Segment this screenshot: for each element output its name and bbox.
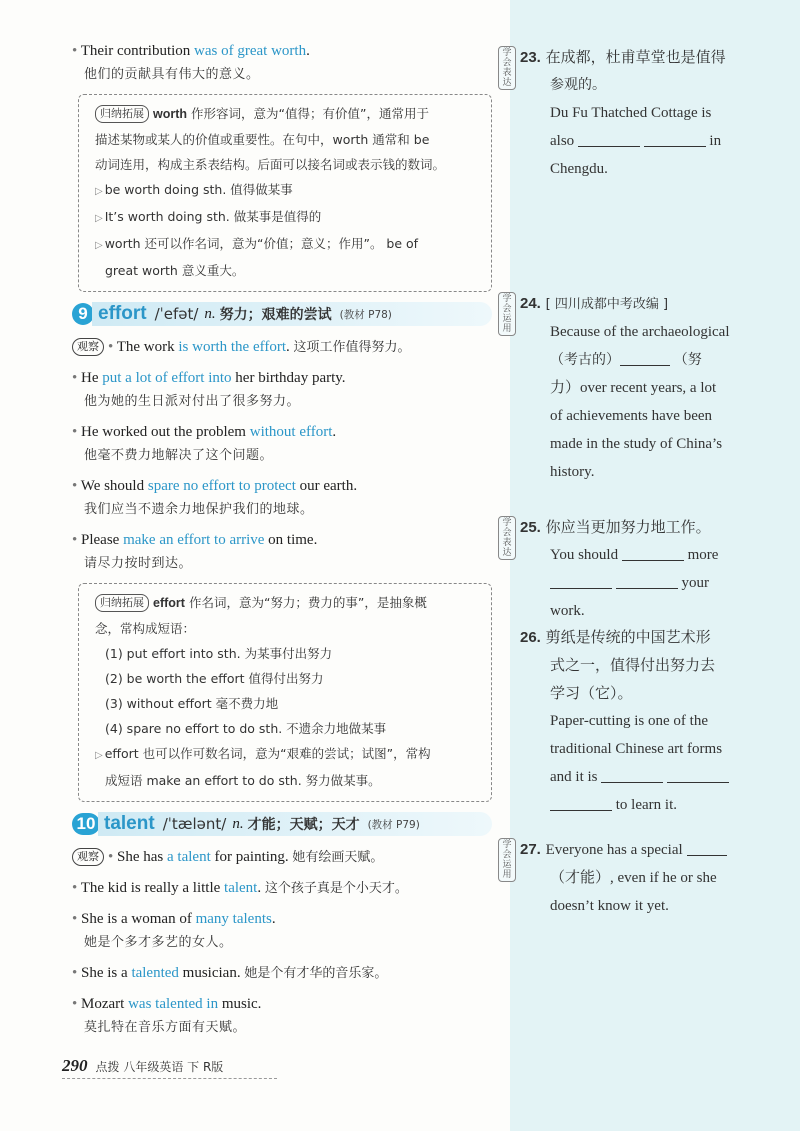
headword: effort (98, 303, 147, 324)
answer-blank[interactable] (687, 842, 727, 856)
effort-example-2: • He put a lot of effort into her birthday party. (72, 370, 346, 386)
question-26: 26. 剪纸是传统的中国艺术形 式之一，值得付出努力去 学习（它）。 Paper-cutting is one of the traditional Chinese art forms and it is to learn it. (520, 624, 790, 819)
word-number: 10 (72, 813, 100, 835)
effort-example-1: 观察 • The work is worth the effort. 这项工作值得努力。 (72, 336, 492, 359)
triangle-icon: ▷ (95, 186, 103, 197)
expansion-tag: 归纳拓展 (95, 594, 149, 612)
footer-divider (62, 1078, 277, 1079)
answer-blank[interactable] (620, 352, 670, 366)
learn-express-icon: 学会表达 (498, 516, 516, 560)
vocabulary-column: • Their contribution was of great worth. 他们的贡献具有伟大的意义。 归纳拓展 worth 作形容词，意为“值得；有价值”，通常用于 描述某物或某人的价值或重要性。在句中，worth 通常和 be 动词连用，构成主系表结构。后面可以接名词或表示钱的数词。 ▷ be worth doing sth. 值得做某事 ▷ It’s worth doing sth. 做某事是值得的 ▷ worth 还可以作名词，意为“价值；意义；作用”。 be of great worth 意义重大。 9 effort /ˈefət/ n. 努力；艰难的尝试 (教材 P78) 观察 • The work is worth the effort. 这项工作值得努力。 • He put a lot of effort into her birthday party. 他为她的生日派对付出了很多努力。 • He worked out the problem without effort. 他毫不费力地解决了这个问题。 • We should spare no effort to protect our earth. 我们应当不遗余力地保护我们的地球。 • Please make an effort to arrive on time. 请尽力按时到达。 归纳拓展 effort 作名词，意为“努力；费力的事”，是抽象概 念，常构成短语： (1) put effort into sth. 为某事付出努力 (2) be worth the effort 值得付出努力 (3) without effort 毫不费力地 (4) spare no effort to do sth. 不遗余力地做某事 ▷ effort 也可以作可数名词，意为“艰难的尝试；试图”，常构 成短语 make an effort to do sth. 努力做某事。 10 talent /ˈtælənt/ n. 才能；天赋；天才 (教材 P79) 观察 • She has a talent for painting. 她有绘画天赋。 • The kid is really a little talent. 这个孩子真是个小天才。 • She is a woman of many talents. 她是个多才多艺的女人。 • She is a talented musician. 她是个有才华的音乐家。 • Mozart was talented in music. 莫扎特在音乐方面有天赋。 (72, 40, 492, 1047)
triangle-icon: ▷ (95, 750, 103, 761)
triangle-icon: ▷ (95, 240, 103, 251)
question-23: 学会表达 23. 在成都，杜甫草堂也是值得 参观的。 Du Fu Thatched Cottage is also in Chengdu. (520, 44, 790, 183)
talent-header: 10 talent /ˈtælənt/ n. 才能；天赋；天才 (教材 P79) (72, 812, 492, 836)
effort-expansion-box: 归纳拓展 effort 作名词，意为“努力；费力的事”，是抽象概 念，常构成短语： (1) put effort into sth. 为某事付出努力 (2) be worth the effort 值得付出努力 (3) without effort 毫不费力地 (4) spare no effort to do sth. 不遗余力地做某事 ▷ effort 也可以作可数名词，意为“艰难的尝试；试图”，常构 成短语 make an effort to do sth. 努力做某事。 (78, 583, 492, 802)
book-title: 点拨 八年级英语 下 R版 (95, 1060, 224, 1074)
worth-example: • Their contribution was of great worth. (72, 43, 310, 59)
talent-example-3: • She is a woman of many talents. (72, 911, 276, 927)
learn-apply-icon: 学会运用 (498, 292, 516, 336)
expansion-tag: 归纳拓展 (95, 105, 149, 123)
question-27: 学会运用 27. Everyone has a special （才能）, even if he or she doesn’t know it yet. (520, 836, 790, 920)
question-25: 学会表达 25. 你应当更加努力地工作。 You should more your work. (520, 514, 790, 625)
answer-blank[interactable] (601, 769, 663, 783)
talent-example-1: 观察 • She has a talent for painting. 她有绘画天赋。 (72, 846, 492, 869)
learn-express-icon: 学会表达 (498, 46, 516, 90)
word-number: 9 (72, 303, 94, 325)
effort-example-4: • We should spare no effort to protect our earth. (72, 478, 358, 494)
phonetic: /ˈefət/ (154, 305, 199, 323)
headword: talent (104, 813, 155, 834)
answer-blank[interactable] (616, 575, 678, 589)
answer-blank[interactable] (550, 575, 612, 589)
worth-expansion-box: 归纳拓展 worth 作形容词，意为“值得；有价值”，通常用于 描述某物或某人的价值或重要性。在句中，worth 通常和 be 动词连用，构成主系表结构。后面可以接名词或表示钱的数词。 ▷ be worth doing sth. 值得做某事 ▷ It’s worth doing sth. 做某事是值得的 ▷ worth 还可以作名词，意为“价值；意义；作用”。 be of great worth 意义重大。 (78, 94, 492, 292)
effort-example-5: • Please make an effort to arrive on time. (72, 532, 318, 548)
effort-header: 9 effort /ˈefət/ n. 努力；艰难的尝试 (教材 P78) (72, 302, 492, 326)
phonetic: /ˈtælənt/ (162, 815, 227, 833)
talent-example-2: • The kid is really a little talent. 这个孩子真是个小天才。 (72, 880, 408, 896)
learn-apply-icon: 学会运用 (498, 838, 516, 882)
page-number: 290 (62, 1056, 88, 1075)
triangle-icon: ▷ (95, 213, 103, 224)
talent-example-5: • Mozart was talented in music. (72, 996, 262, 1012)
question-24: 学会运用 24. [ 四川成都中考改编 ] Because of the archaeological （考古的） （努 力）over recent years, a lot of achievements have been made in the study of China’s history. (520, 290, 790, 486)
page-footer (62, 1056, 223, 1076)
effort-example-3: • He worked out the problem without effort. (72, 424, 337, 440)
worth-example-translation: 他们的贡献具有伟大的意义。 (84, 67, 260, 82)
answer-blank[interactable] (578, 133, 640, 147)
answer-blank[interactable] (622, 547, 684, 561)
answer-blank[interactable] (550, 797, 612, 811)
answer-blank[interactable] (667, 769, 729, 783)
answer-blank[interactable] (644, 133, 706, 147)
talent-example-4: • She is a talented musician. 她是个有才华的音乐家。 (72, 965, 388, 981)
